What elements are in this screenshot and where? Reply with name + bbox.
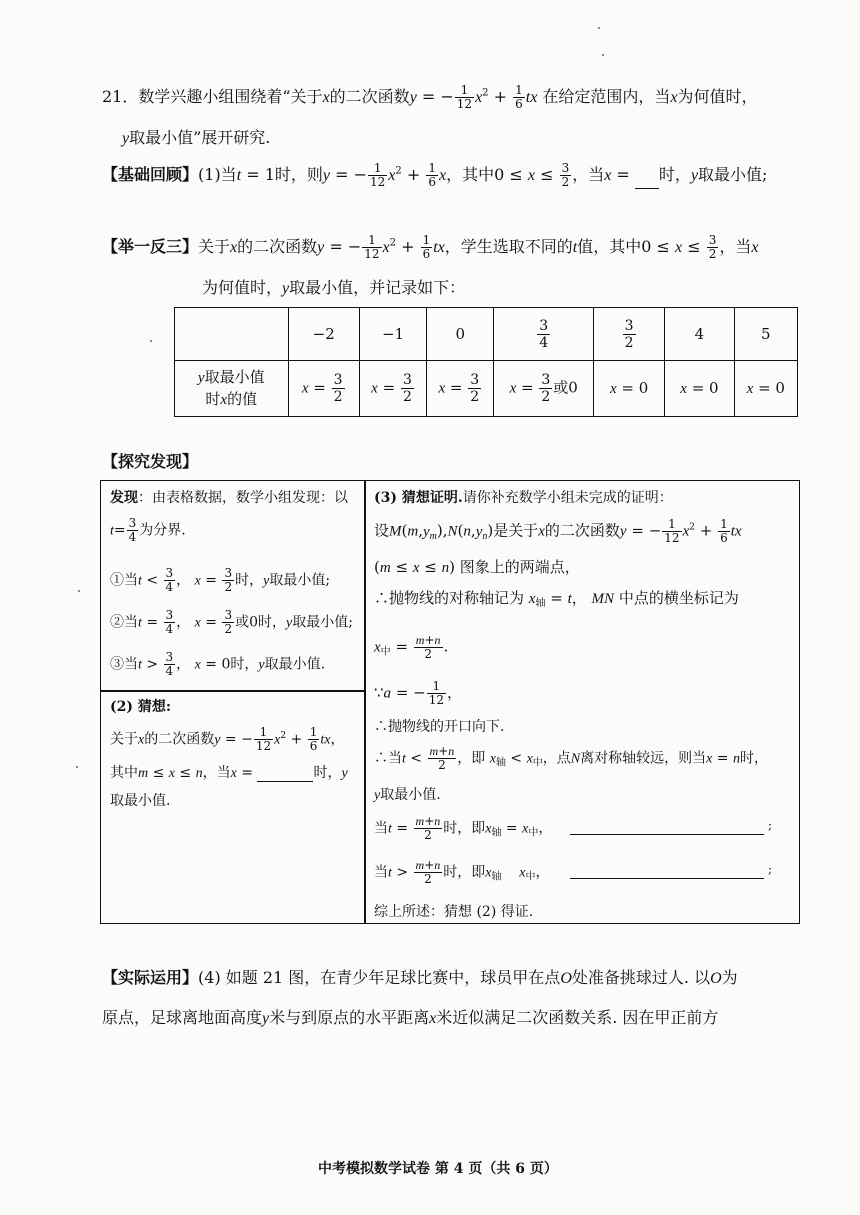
answer-blank-2[interactable] — [257, 765, 313, 782]
proof-line2: (m ≤ x ≤ n) 图象上的两端点， — [374, 558, 580, 576]
proof-line4: $x_中$ = $\frac{m+n}{2}$ . — [374, 633, 449, 661]
scan-speck — [598, 27, 600, 29]
find-line1: 发现：由表格数据，数学小组发现：以 — [110, 490, 348, 506]
scan-speck — [76, 766, 78, 768]
table-header-cell: 0 — [427, 308, 494, 361]
extend-tag: 【举一反三】 — [102, 237, 199, 256]
proof-semicolon-1: ; — [768, 818, 773, 832]
proof-line7: ∴当t < $\frac{m+n}{2}$ ，即 $x_轴 < x_中$，点N离对称轴较远，则当x = n时， — [374, 744, 768, 772]
apply-line1: 【实际运用】(4) 如题 21 图，在青少年足球比赛中，球员甲在点O处准备挑球过人. 以O为 — [102, 968, 738, 987]
proof-line8: y取最小值. — [374, 787, 441, 803]
table-row-label: y取最小值 时x的值 — [175, 361, 289, 417]
table-cell: x = 0 — [734, 361, 797, 417]
proof-answer-blank-2[interactable] — [570, 862, 764, 879]
find-case1: ①当t < $\frac{3}{4}$ ， x = $\frac{3}{2}$ 时，y取最小值; — [110, 566, 331, 594]
proof-line5: ∵a = − $\frac{1}{12}$ ， — [374, 679, 463, 707]
find-case2: ②当t = $\frac{3}{4}$ ， x = $\frac{3}{2}$ 或0时，y取最小值; — [110, 608, 353, 636]
table-header-cell: −1 — [359, 308, 426, 361]
question-intro-line2: y取最小值”展开研究. — [122, 128, 271, 147]
guess-line2: 其中m ≤ x ≤ n，当x = 时，y — [110, 765, 348, 781]
question-intro: 21．数学兴趣小组围绕着“关于x的二次函数y = − $\frac{1}{12}$ $x^2$ + $\frac{1}{6}$ tx 在给定范围内，当x为何值时， — [102, 83, 758, 111]
table-cell: x = $\frac{3}{2}$ 或0 — [494, 361, 593, 417]
table-cell: x = 0 — [665, 361, 734, 417]
find-case3: ③当t > $\frac{3}{4}$ ， x = 0时，y取最小值. — [110, 650, 326, 678]
table-row — [175, 308, 798, 361]
proof-line9: 当t = $\frac{m+n}{2}$ 时，即$x_轴 = x_中$， — [374, 814, 553, 842]
table-cell: x = $\frac{3}{2}$ — [427, 361, 494, 417]
extend-section: 【举一反三】关于x的二次函数y = − $\frac{1}{12}$ $x^2$ + $\frac{1}{6}$ tx，学生选取不同的t值，其中0 ≤ x ≤ $\frac{3}{2}$ ，当x — [102, 233, 759, 261]
basic-review: 【基础回顾】(1)当t = 1时，则y = − $\frac{1}{12}$ $x^2$ + $\frac{1}{6}$ x，其中0 ≤ x ≤ $\frac{3}{2}$ ，当x = 时，y取最小值; — [102, 161, 768, 189]
proof-answer-blank-1[interactable] — [570, 818, 764, 835]
scan-speck — [78, 590, 80, 592]
proof-semicolon-2: ; — [768, 862, 773, 876]
proof-line6: ∴抛物线的开口向下. — [374, 719, 505, 735]
scan-speck — [602, 54, 604, 56]
basic-review-tag: 【基础回顾】 — [102, 165, 199, 184]
explore-horizontal-divider — [100, 690, 365, 692]
record-table — [174, 307, 798, 417]
explore-vertical-divider — [364, 480, 366, 923]
proof-line10: 当t > $\frac{m+n}{2}$ 时，即$x_轴$ $x_中$， — [374, 858, 550, 886]
table-header-cell: 4 — [665, 308, 734, 361]
table-cell: x = 0 — [593, 361, 664, 417]
apply-tag: 【实际运用】 — [102, 968, 199, 987]
page-footer: 中考模拟数学试卷 第 4 页（共 6 页） — [318, 1161, 558, 1177]
find-line2: t= $\frac{3}{4}$ 为分界. — [110, 516, 186, 544]
table-corner-cell — [175, 308, 289, 361]
table-row — [175, 361, 798, 417]
table-cell: x = $\frac{3}{2}$ — [359, 361, 426, 417]
proof-title: (3) 猜想证明.请你补充数学小组未完成的证明： — [374, 490, 673, 506]
scan-speck — [150, 340, 152, 342]
guess-line1: 关于x的二次函数y = − $\frac{1}{12}$ $x^2$ + $\frac{1}{6}$ tx， — [110, 725, 345, 753]
guess-line3: 取最小值. — [110, 793, 171, 809]
extend-line2: 为何值时，y取最小值，并记录如下： — [202, 278, 466, 297]
table-cell: x = $\frac{3}{2}$ — [288, 361, 359, 417]
table-header-cell: −2 — [288, 308, 359, 361]
proof-conclusion: 综上所述：猜想 (2) 得证. — [374, 904, 534, 920]
explore-tag: 【探究发现】 — [102, 452, 199, 471]
proof-line1: 设$M(m,y_m),N(n,y_n)$是关于x的二次函数y = − $\frac{1}{12}$ $x^2$ + $\frac{1}{6}$ tx — [374, 517, 742, 545]
answer-blank-1[interactable] — [635, 169, 659, 189]
proof-line3: ∴抛物线的对称轴记为 $x_轴 = t$， MN 中点的横坐标记为 — [374, 589, 739, 609]
apply-line2: 原点，足球离地面高度y米与到原点的水平距离x米近似满足二次函数关系. 因在甲正前方 — [102, 1008, 719, 1027]
table-header-cell: $\frac{3}{4}$ — [494, 308, 593, 361]
guess-title: (2) 猜想: — [110, 699, 172, 715]
question-number: 21． — [102, 87, 139, 106]
table-header-cell: $\frac{3}{2}$ — [593, 308, 664, 361]
table-header-cell: 5 — [734, 308, 797, 361]
